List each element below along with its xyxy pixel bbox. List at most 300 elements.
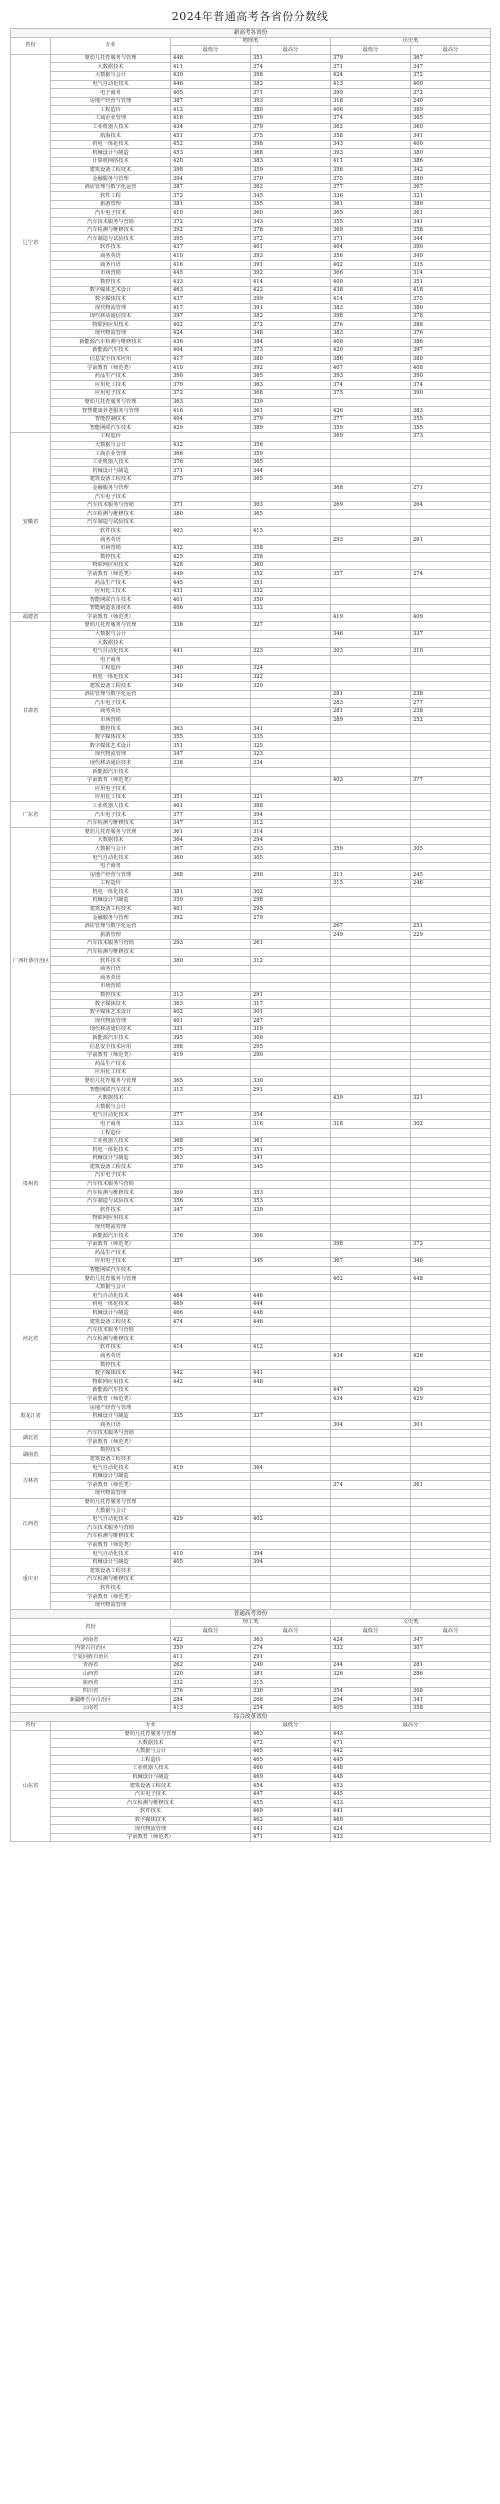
score-cell: 463 [171, 286, 251, 295]
major-cell: 物联网应用技术 [51, 321, 171, 330]
max-score-header: 最高分 [411, 46, 491, 55]
score-cell [411, 1000, 491, 1009]
score-cell [171, 1524, 251, 1533]
major-cell: 机电一体化技术 [51, 1146, 171, 1155]
score-cell: 447 [251, 1790, 331, 1799]
table-row [11, 1404, 491, 1413]
major-cell: 机械设计与制造 [51, 149, 171, 158]
score-cell: 455 [251, 1799, 331, 1808]
province-cell: 贵州省 [11, 1094, 51, 1274]
major-cell: 航海技术 [51, 132, 171, 141]
score-cell [411, 1189, 491, 1198]
score-cell: 268 [251, 1696, 331, 1705]
major-cell: 汽车技术服务与营销 [51, 1180, 171, 1189]
table-row [11, 1464, 491, 1473]
major-cell: 软件技术 [51, 1343, 171, 1352]
score-cell: 474 [171, 1318, 251, 1327]
score-cell [331, 1541, 411, 1550]
score-cell: 411 [171, 63, 251, 72]
major-cell: 机械设计与制造 [51, 1309, 171, 1318]
score-cell: 357 [171, 1257, 251, 1266]
score-cell [411, 1129, 491, 1138]
table-row [11, 475, 491, 484]
score-cell [331, 673, 411, 682]
score-cell: 378 [411, 312, 491, 321]
score-cell: 448 [331, 1764, 491, 1773]
score-cell: 383 [331, 304, 411, 313]
table-row [11, 991, 491, 1000]
score-cell: 344 [411, 235, 491, 244]
score-cell: 372 [171, 218, 251, 227]
table-row [11, 561, 491, 570]
score-cell [331, 1679, 411, 1688]
score-cell [331, 518, 411, 527]
score-cell [331, 1043, 411, 1052]
table-row [11, 1180, 491, 1189]
score-cell [251, 1361, 331, 1370]
max-score-header: 最高分 [331, 1721, 491, 1730]
major-cell: 机械设计与制造 [51, 1773, 251, 1782]
major-cell: 汽车技术服务与营销 [51, 1524, 171, 1533]
score-cell [171, 1446, 251, 1455]
score-cell: 374 [331, 381, 411, 390]
major-cell: 市场营销 [51, 544, 171, 553]
score-cell [411, 733, 491, 742]
table-row [11, 974, 491, 983]
score-cell [331, 793, 411, 802]
score-cell: 274 [411, 570, 491, 579]
score-cell [331, 854, 411, 863]
section-title: 新高考各省份 [11, 29, 491, 38]
score-cell [331, 1223, 411, 1232]
table-row [11, 1593, 491, 1602]
score-cell [411, 398, 491, 407]
score-cell: 416 [171, 407, 251, 416]
score-cell: 398 [251, 140, 331, 149]
major-cell: 机电一体化技术 [51, 888, 171, 897]
major-cell: 大数据与会计 [51, 441, 171, 450]
score-cell: 448 [251, 1378, 331, 1387]
major-cell: 数字媒体技术 [51, 1000, 171, 1009]
score-cell [251, 707, 331, 716]
major-cell: 旅游管理 [51, 200, 171, 209]
score-cell: 293 [251, 845, 331, 854]
table-row [11, 819, 491, 828]
score-cell: 445 [171, 579, 251, 588]
score-cell [251, 1094, 331, 1103]
score-cell [251, 1240, 331, 1249]
score-cell [251, 716, 331, 725]
table-row [11, 132, 491, 141]
score-cell [411, 1249, 491, 1258]
table-row [11, 1292, 491, 1301]
province-cell: 吉林省 [11, 1464, 51, 1498]
score-cell [251, 1541, 331, 1550]
score-cell [331, 639, 411, 648]
score-cell: 342 [411, 166, 491, 175]
score-cell [171, 1060, 251, 1069]
score-cell: 460 [331, 1816, 491, 1825]
table-row [11, 1008, 491, 1017]
score-cell: 446 [251, 1318, 331, 1327]
table-row [11, 106, 491, 115]
table-row [11, 1489, 491, 1498]
score-cell: 389 [251, 424, 331, 433]
major-cell: 现代物流管理 [51, 304, 171, 313]
table-row [11, 1129, 491, 1138]
score-cell: 375 [411, 295, 491, 304]
score-cell [411, 914, 491, 923]
score-cell: 414 [171, 1343, 251, 1352]
score-cell [331, 1378, 411, 1387]
province-cell: 山东省 [11, 1730, 51, 1842]
major-header: 专业 [51, 37, 171, 54]
province-cell: 陕西省 [11, 1679, 171, 1688]
table-row [11, 80, 491, 89]
table-row [11, 458, 491, 467]
major-cell: 电气自动化技术 [51, 1292, 171, 1301]
major-cell: 智能网联汽车技术 [51, 424, 171, 433]
score-cell: 375 [251, 132, 331, 141]
table-row [11, 286, 491, 295]
major-cell: 建筑设备工程技术 [51, 475, 171, 484]
major-cell: 数字媒体技术 [51, 1369, 171, 1378]
table-row [11, 1163, 491, 1172]
score-cell [411, 604, 491, 613]
province-cell: 福建省 [11, 613, 51, 622]
major-cell: 药品生产技术 [51, 1249, 171, 1258]
major-cell: 机电一体化技术 [51, 673, 171, 682]
score-cell [331, 948, 411, 957]
score-cell: 405 [171, 1558, 251, 1567]
score-cell [171, 1352, 251, 1361]
score-cell [331, 458, 411, 467]
score-cell: 398 [331, 1240, 411, 1249]
score-cell: 358 [411, 226, 491, 235]
score-cell: 358 [331, 132, 411, 141]
major-cell: 工业机器人技术 [51, 123, 171, 132]
major-cell: 信息安全技术应用 [51, 355, 171, 364]
score-cell: 346 [331, 630, 411, 639]
score-cell: 365 [251, 372, 331, 381]
table-row [11, 1094, 491, 1103]
score-cell [331, 1086, 411, 1095]
score-cell: 345 [251, 1163, 331, 1172]
table-row [11, 226, 491, 235]
score-cell [411, 948, 491, 957]
table-row [11, 1567, 491, 1576]
score-cell: 321 [411, 1094, 491, 1103]
table-row [11, 1790, 491, 1799]
score-cell: 386 [411, 157, 491, 166]
score-cell: 382 [251, 312, 331, 321]
score-cell: 403 [331, 776, 411, 785]
score-cell: 374 [331, 114, 411, 123]
table-row [11, 939, 491, 948]
score-cell: 422 [251, 286, 331, 295]
score-cell [171, 1214, 251, 1223]
score-cell: 400 [411, 80, 491, 89]
score-cell [331, 1154, 411, 1163]
score-cell [331, 1446, 411, 1455]
score-cell: 361 [331, 200, 411, 209]
major-cell: 汽车检测与维修技术 [51, 1532, 171, 1541]
score-cell: 252 [411, 716, 491, 725]
score-cell: 249 [331, 931, 411, 940]
major-cell: 大数据技术 [51, 1739, 251, 1748]
score-cell: 341 [411, 218, 491, 227]
score-cell [411, 1507, 491, 1516]
province-cell: 云南省 [11, 1704, 171, 1713]
table-row [11, 1249, 491, 1258]
province-cell: 黑龙江省 [11, 1404, 51, 1430]
score-cell [171, 1283, 251, 1292]
score-cell: 402 [331, 261, 411, 270]
score-cell: 363 [171, 1000, 251, 1009]
score-cell [411, 1438, 491, 1447]
table-row [11, 1395, 491, 1404]
score-cell: 410 [171, 364, 251, 373]
table-row [11, 97, 491, 106]
score-cell [331, 836, 411, 845]
score-cell: 386 [411, 338, 491, 347]
major-cell: 房地产经营与管理 [51, 1404, 171, 1413]
score-cell [171, 1068, 251, 1077]
score-cell: 347 [171, 819, 251, 828]
score-cell: 436 [171, 338, 251, 347]
score-cell [251, 1275, 331, 1284]
score-cell: 295 [251, 1043, 331, 1052]
score-cell: 339 [251, 398, 331, 407]
score-cell [331, 1017, 411, 1026]
score-cell [251, 1489, 331, 1498]
major-cell: 电气自动化技术 [51, 1111, 171, 1120]
major-cell: 电气自动化技术 [51, 80, 171, 89]
score-cell: 353 [251, 1197, 331, 1206]
score-cell: 379 [331, 54, 411, 63]
score-cell [411, 1111, 491, 1120]
score-cell: 375 [331, 175, 411, 184]
score-cell: 401 [171, 905, 251, 914]
major-cell: 工商企业管理 [51, 450, 171, 459]
major-cell: 药品生产技术 [51, 1060, 171, 1069]
score-cell: 444 [251, 1300, 331, 1309]
major-cell: 工业机器人技术 [51, 458, 171, 467]
score-cell: 317 [251, 1000, 331, 1009]
table-row [11, 862, 491, 871]
score-cell [331, 957, 411, 966]
score-cell: 314 [411, 269, 491, 278]
score-cell: 287 [251, 1017, 331, 1026]
score-cell: 338 [171, 759, 251, 768]
score-cell: 453 [331, 1782, 491, 1791]
score-cell [331, 596, 411, 605]
score-cell [411, 1558, 491, 1567]
province-cell: 安徽省 [11, 432, 51, 612]
table-row [11, 1240, 491, 1249]
score-cell [171, 1593, 251, 1602]
score-cell: 390 [411, 389, 491, 398]
table-row [11, 879, 491, 888]
score-cell: 335 [171, 1412, 251, 1421]
score-cell: 355 [171, 733, 251, 742]
score-cell [251, 484, 331, 493]
score-cell: 305 [411, 845, 491, 854]
major-cell: 婴幼儿托育服务与管理 [51, 54, 171, 63]
score-cell: 371 [251, 89, 331, 98]
liberal-header: 文史类 [331, 1618, 491, 1627]
table-row [11, 1679, 491, 1688]
score-cell [411, 759, 491, 768]
score-cell [171, 1421, 251, 1430]
score-cell: 269 [331, 501, 411, 510]
table-row [11, 321, 491, 330]
major-cell: 汽车电子技术 [51, 1790, 251, 1799]
score-cell [251, 862, 331, 871]
score-cell: 379 [251, 415, 331, 424]
score-cell: 366 [331, 269, 411, 278]
major-cell: 市场营销 [51, 269, 171, 278]
score-cell: 402 [171, 321, 251, 330]
score-cell [331, 1266, 411, 1275]
score-cell: 284 [171, 1696, 251, 1705]
score-cell: 351 [251, 579, 331, 588]
table-row [11, 71, 491, 80]
major-cell: 商务日语 [51, 261, 171, 270]
major-cell: 数控技术 [51, 278, 171, 287]
table-row [11, 192, 491, 201]
province-cell: 湖北省 [11, 1429, 51, 1446]
score-cell [411, 1146, 491, 1155]
score-cell: 384 [251, 338, 331, 347]
score-cell [411, 1472, 491, 1481]
table-row [11, 432, 491, 441]
score-cell: 362 [331, 123, 411, 132]
score-cell: 332 [171, 1679, 251, 1688]
score-cell: 368 [251, 149, 331, 158]
score-cell: 465 [251, 1756, 331, 1765]
max-score-header: 最高分 [251, 1627, 331, 1636]
score-cell: 330 [251, 1077, 331, 1086]
major-cell: 大数据技术 [51, 1094, 171, 1103]
table-row [11, 1807, 491, 1816]
table-row [11, 811, 491, 820]
score-cell: 362 [251, 183, 331, 192]
score-cell [331, 888, 411, 897]
score-cell: 428 [171, 561, 251, 570]
score-cell [331, 1464, 411, 1473]
score-cell [171, 1395, 251, 1404]
score-cell [411, 1137, 491, 1146]
score-cell: 361 [171, 828, 251, 837]
table-row [11, 621, 491, 630]
score-cell [171, 862, 251, 871]
score-cell [171, 1386, 251, 1395]
score-cell [411, 1343, 491, 1352]
score-cell [411, 939, 491, 948]
score-cell [251, 493, 331, 502]
major-cell: 旅游管理 [51, 931, 171, 940]
table-row [11, 1309, 491, 1318]
major-cell: 汽车检测与维修技术 [51, 1189, 171, 1198]
table-row [11, 854, 491, 863]
table-row [11, 1507, 491, 1516]
table-row [11, 570, 491, 579]
table-row [11, 613, 491, 622]
table-row [11, 364, 491, 373]
score-cell [411, 862, 491, 871]
score-cell [411, 1086, 491, 1095]
score-cell: 345 [251, 192, 331, 201]
score-cell [171, 1567, 251, 1576]
major-cell: 商务日语 [51, 1421, 171, 1430]
score-cell [411, 527, 491, 536]
major-cell: 婴幼儿托育服务与管理 [51, 1275, 171, 1284]
score-cell: 434 [331, 1395, 411, 1404]
score-cell [331, 1326, 411, 1335]
score-cell: 267 [331, 922, 411, 931]
score-cell [251, 639, 331, 648]
score-cell: 363 [171, 1154, 251, 1163]
major-cell: 应用化工技术 [51, 1068, 171, 1077]
table-row [11, 1661, 491, 1670]
province-cell: 江西省 [11, 1498, 51, 1550]
major-cell: 数字媒体艺术设计 [51, 286, 171, 295]
score-cell: 417 [171, 355, 251, 364]
score-cell [331, 1472, 411, 1481]
table-row [11, 527, 491, 536]
score-cell [171, 768, 251, 777]
score-cell [251, 1507, 331, 1516]
major-cell: 酒店管理与数字化运营 [51, 183, 171, 192]
major-cell: 学前教育（师范类） [51, 1240, 171, 1249]
score-cell [251, 630, 331, 639]
major-cell: 商务英语 [51, 536, 171, 545]
score-cell: 391 [251, 304, 331, 313]
table-row [11, 1764, 491, 1773]
score-cell: 403 [171, 527, 251, 536]
score-cell: 398 [251, 71, 331, 80]
major-cell: 药品生产技术 [51, 372, 171, 381]
score-cell: 381 [171, 888, 251, 897]
table-row [11, 725, 491, 734]
score-cell: 380 [411, 175, 491, 184]
score-cell: 334 [251, 759, 331, 768]
major-cell: 汽车电子技术 [51, 209, 171, 218]
score-cell [331, 579, 411, 588]
score-cell [331, 828, 411, 837]
table-row [11, 836, 491, 845]
score-cell: 360 [251, 209, 331, 218]
score-cell [331, 1137, 411, 1146]
province-cell: 河北省 [11, 1275, 51, 1404]
major-cell: 机械设计与制造 [51, 896, 171, 905]
score-cell [251, 776, 331, 785]
score-cell [171, 1455, 251, 1464]
score-cell [251, 1601, 331, 1610]
score-cell: 390 [411, 243, 491, 252]
score-cell [331, 991, 411, 1000]
score-cell [331, 1593, 411, 1602]
major-cell: 机械设计与制造 [51, 467, 171, 476]
score-cell: 414 [331, 295, 411, 304]
score-cell: 281 [411, 1661, 491, 1670]
major-cell: 汽车技术服务与营销 [51, 939, 171, 948]
major-cell: 数字媒体技术 [51, 1816, 251, 1825]
table-row [11, 922, 491, 931]
score-cell: 369 [331, 432, 411, 441]
major-cell: 新能源汽车技术 [51, 1386, 171, 1395]
